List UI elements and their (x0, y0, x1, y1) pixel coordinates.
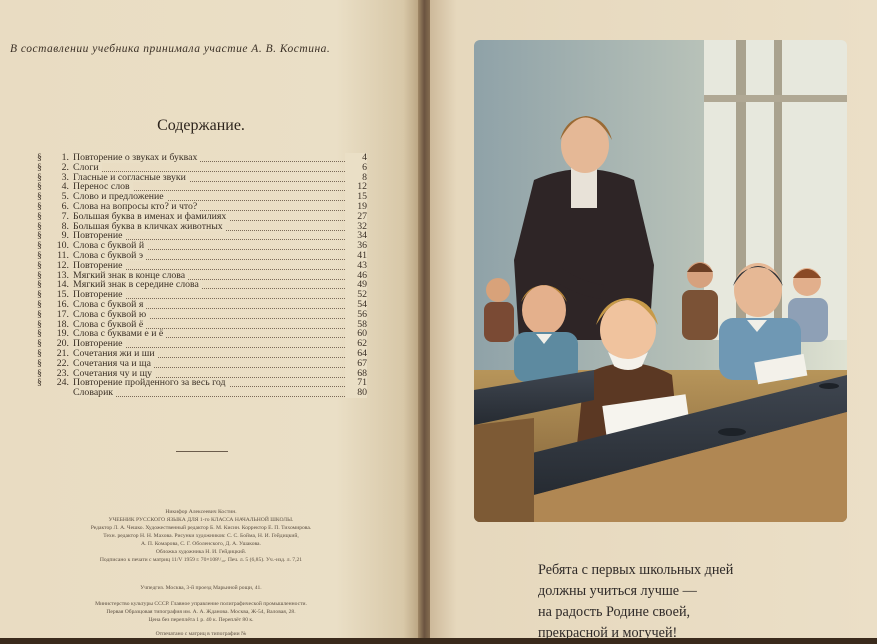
toc-section-mark: § (37, 367, 42, 379)
toc-entry-text: Сочетания ча и ща (73, 359, 154, 369)
toc-entry-text: Слова с буквой ё (73, 320, 146, 330)
imprint-line: Никифор Алексеевич Костин. (165, 509, 237, 515)
toc-entry-text: Слова с буквой я (73, 300, 146, 310)
toc-number: 7. (61, 210, 69, 222)
toc-page-number: 43 (345, 261, 367, 271)
toc-entry-text: Слова с буквой й (73, 241, 147, 251)
toc-entry-text: Слова с буквами е и ё (73, 329, 166, 339)
imprint-line: Первая Образцовая типография им. А. А. Жданова. Москва, Ж-54, Валовая, 28. (106, 609, 296, 615)
toc-section-mark: § (37, 191, 42, 203)
imprint-line: УЧЕБНИК РУССКОГО ЯЗЫКА ДЛЯ 1-го КЛАССА НАЧАЛЬНОЙ ШКОЛЫ. (108, 517, 294, 523)
toc-section-mark: § (37, 298, 42, 310)
toc-entry-text: Повторение (73, 261, 126, 271)
toc-number: 9. (61, 230, 69, 242)
toc-page-number: 49 (345, 280, 367, 290)
toc-number: 18. (56, 318, 69, 330)
toc-section-mark: § (37, 259, 42, 271)
toc-number: 19. (56, 328, 69, 340)
toc-page-number: 46 (345, 271, 367, 281)
toc-page-number: 12 (345, 182, 367, 192)
caption-line: на радость Родине своей, (538, 604, 691, 620)
toc-entry-text: Слова с буквой ю (73, 310, 149, 320)
imprint-line: Министерство культуры СССР. Главное управление полиграфической промышленности. (95, 601, 307, 607)
toc-title: Содержание. (157, 117, 245, 134)
toc-entry-text: Слово и предложение (73, 192, 167, 202)
toc-number: 1. (61, 152, 69, 163)
toc-entry-text: Гласные и согласные звуки (73, 173, 189, 183)
toc-page-number: 60 (345, 329, 367, 339)
toc-section-mark: § (37, 240, 42, 252)
toc-number: 14. (56, 279, 69, 291)
toc-section-mark: § (37, 210, 42, 222)
toc-section-mark: § (37, 181, 42, 193)
toc-section-mark: § (37, 161, 42, 173)
toc-section-mark: § (37, 347, 42, 359)
toc-page-number: 52 (345, 290, 367, 300)
caption-line: прекрасной и могучей! (538, 625, 678, 641)
toc-section-mark: § (37, 152, 42, 163)
toc-entry-text: Мягкий знак в середине слова (73, 280, 202, 290)
imprint-line: Обложка художника Н. И. Гейдицкий. (155, 549, 247, 555)
toc-entry-text: Сочетания чу и щу (73, 369, 155, 379)
toc-number: 2. (61, 161, 69, 173)
toc-page-number: 56 (345, 310, 367, 320)
toc-entry-text: Слоги (73, 163, 102, 173)
toc-entry-text: Повторение пройденного за весь год (73, 378, 229, 388)
toc-number: 12. (56, 259, 69, 271)
toc-entry-text: Повторение о звуках и буквах (73, 153, 200, 163)
toc-page-number: 54 (345, 300, 367, 310)
toc-number: 17. (56, 308, 69, 320)
toc-number: 20. (56, 338, 69, 350)
toc-number: 24. (56, 377, 69, 389)
toc-entry-text: Повторение (73, 290, 126, 300)
toc-entry-text: Повторение (73, 339, 126, 349)
toc-section-mark: § (37, 328, 42, 340)
toc-section-mark: § (37, 289, 42, 301)
toc-number: 23. (56, 367, 69, 379)
toc-entry-text: Слова на вопросы кто? и что? (73, 202, 200, 212)
toc-number: 16. (56, 298, 69, 310)
toc-page-number: 8 (345, 173, 367, 183)
toc-page-number: 32 (345, 222, 367, 232)
toc-section-mark: § (37, 308, 42, 320)
toc-leader-dots (73, 163, 345, 172)
left-page (0, 0, 420, 638)
imprint-line: Цена без переплёта 1 р. 40 к. Переплёт 80 к. (148, 617, 254, 623)
toc-page-number: 19 (345, 202, 367, 212)
toc-number: 21. (56, 347, 69, 359)
toc-entry-text: Перенос слов (73, 182, 133, 192)
toc-page-number: 62 (345, 339, 367, 349)
toc-number: 8. (61, 220, 69, 232)
toc-page-number: 41 (345, 251, 367, 261)
toc-section-mark: § (37, 171, 42, 183)
divider (176, 451, 228, 452)
toc-number: 15. (56, 289, 69, 301)
credit-line: В составлении учебника принимала участие А. В. Костина. (10, 43, 331, 55)
toc-section-mark: § (37, 269, 42, 281)
imprint-line: Техн. редактор Н. Н. Махова. Рисунки художников: С. С. Бойма, Н. И. Гейдицкий, (103, 533, 299, 539)
toc-section-mark: § (37, 230, 42, 242)
toc-page-number: 27 (345, 212, 367, 222)
toc-number: 3. (61, 171, 69, 183)
imprint-line: Редактор Л. А. Чешко. Художественный редактор Б. М. Кисин. Корректор Е. П. Тихомирова. (90, 525, 312, 531)
toc-section-mark: § (37, 249, 42, 261)
toc-section-mark: § (37, 279, 42, 291)
toc-section-mark: § (37, 318, 42, 330)
toc-number: 6. (61, 200, 69, 212)
toc-number: 11. (57, 249, 69, 261)
toc-page-number: 4 (345, 153, 367, 163)
imprint-line: Подписано к печати с матриц 11/V 1959 г. 70×108¹/₁₆. Печ. л. 5 (6,85). Уч.-изд. л. 7,21 (99, 557, 303, 563)
imprint-line: Отпечатано с матриц в типографии № (155, 631, 247, 637)
toc-page-number: 34 (345, 231, 367, 241)
toc-number: 10. (56, 240, 69, 252)
toc-page-number: 71 (345, 378, 367, 388)
imprint-line: А. П. Комарова, С. Г. Оболенского, Д. А. Ушакова. (141, 541, 261, 547)
toc-page-number: 6 (345, 163, 367, 173)
toc-section-mark: § (37, 338, 42, 350)
toc-entry-text: Словарик (73, 388, 116, 398)
caption-line: должны учиться лучше — (538, 583, 697, 599)
toc-page-number: 58 (345, 320, 367, 330)
toc-entry-text: Большая буква в кличках животных (73, 222, 226, 232)
toc-page-number: 68 (345, 369, 367, 379)
toc-entry-text: Мягкий знак в конце слова (73, 271, 188, 281)
toc-page-number: 80 (345, 388, 367, 398)
caption-line: Ребята с первых школьных дней (538, 562, 734, 578)
toc-number: 22. (56, 357, 69, 369)
toc-number: 4. (61, 181, 69, 193)
toc-section-mark: § (37, 220, 42, 232)
toc-entry-text: Слова с буквой э (73, 251, 146, 261)
toc-entry-text: Большая буква в именах и фамилиях (73, 212, 229, 222)
toc-page-number: 15 (345, 192, 367, 202)
classroom-illustration (474, 40, 847, 522)
toc-section-mark: § (37, 200, 42, 212)
toc-section-mark: § (37, 357, 42, 369)
imprint-line: Учпедгиз. Москва, 3-й проезд Марьиной рощи, 41. (140, 585, 262, 591)
toc-page-number: 67 (345, 359, 367, 369)
toc-number: 13. (56, 269, 69, 281)
toc-entry-text: Повторение (73, 231, 126, 241)
poem-caption (538, 560, 838, 644)
toc-row (37, 388, 367, 398)
toc-number: 5. (61, 191, 69, 203)
toc-page-number: 36 (345, 241, 367, 251)
table-of-contents (37, 153, 367, 398)
toc-page-number: 64 (345, 349, 367, 359)
toc-section-mark: § (37, 377, 42, 389)
toc-entry-text: Сочетания жи и ши (73, 349, 158, 359)
